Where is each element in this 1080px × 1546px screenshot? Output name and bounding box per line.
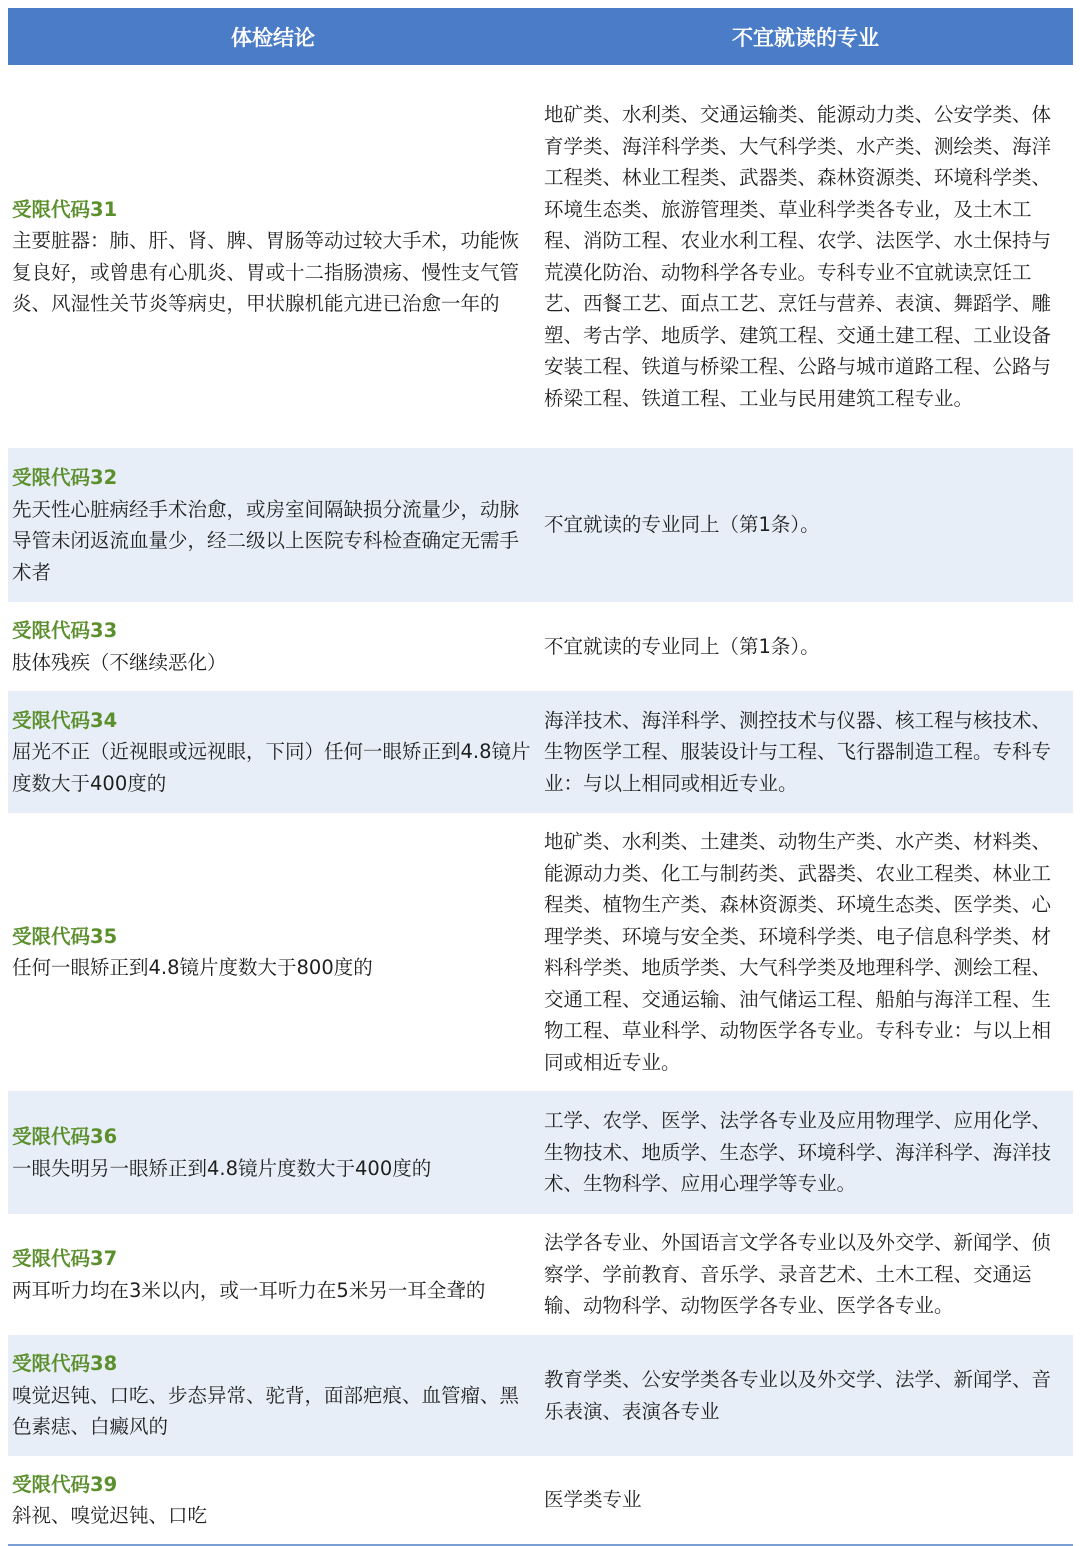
table-row [8,448,1073,602]
condition-text: 肢体残疾（不继续恶化） [12,650,227,674]
conclusion-cell [8,194,538,320]
condition-text: 主要脏器：肺、肝、肾、脾、胃肠等动过较大手术，功能恢复良好，或曾患有心肌炎、胃或十二指肠溃疡、慢性支气管炎、风湿性关节炎等病史，甲状腺机能亢进已治愈一年的 [12,229,520,315]
condition-text: 任何一眼矫正到4.8镜片度数大于800度的 [12,956,373,979]
restriction-code: 受限代码37 [12,1247,118,1270]
conclusion-cell [8,1469,538,1532]
condition-text: 先天性心脏病经手术治愈，或房室间隔缺损分流量少，动脉导管未闭返流血量少，经二级以上医院专科检查确定无需手术者 [12,497,520,584]
majors-cell: 海洋技术、海洋科学、测控技术与仪器、核工程与核技术、生物医学工程、服装设计与工程、飞行器制造工程。专科专业：与以上相同或相近专业。 [544,708,1052,795]
table-row [8,813,1073,1091]
restriction-code: 受限代码33 [12,619,118,642]
conclusion-cell [8,1243,538,1306]
restriction-code: 受限代码32 [12,466,118,489]
majors-cell: 地矿类、水利类、土建类、动物生产类、水产类、材料类、能源动力类、化工与制药类、武器类、农业工程类、林业工程类、植物生产类、森林资源类、环境生态类、医学类、心理学类、环境与安全类、环境科学类、电子信息科学类、材料科学类、地质学类、大气科学类及地理科学、测绘工程、交通工程、交通运输、油气储运工程、船舶与海洋工程、生物工程、草业科学、动物医学各专业。专科专业：与以上相同或相近专业。 [544,830,1052,1074]
condition-text: 屈光不正（近视眼或远视眼，下同）任何一眼矫正到4.8镜片度数大于400度的 [12,740,531,795]
majors-cell: 工学、农学、医学、法学各专业及应用物理学、应用化学、生物技术、地质学、生态学、环境科学、海洋科学、海洋技术、生物科学、应用心理学等专业。 [544,1109,1052,1196]
table-row [8,602,1073,691]
conclusion-cell [8,462,538,588]
restriction-code: 受限代码38 [12,1352,118,1376]
majors-cell: 不宜就读的专业同上（第1条）。 [544,634,820,658]
majors-cell: 教育学类、公安学类各专业以及外交学、法学、新闻学、音乐表演、表演各专业 [544,1368,1052,1423]
restriction-code: 受限代码36 [12,1125,118,1148]
condition-text: 斜视、嗅觉迟钝、口吃 [12,1504,208,1527]
table-row [8,691,1073,813]
condition-text: 一眼失明另一眼矫正到4.8镜片度数大于400度的 [12,1156,432,1180]
restriction-code: 受限代码31 [12,197,118,221]
majors-cell: 医学类专业 [544,1488,642,1512]
majors-cell: 地矿类、水利类、交通运输类、能源动力类、公安学类、体育学类、海洋科学类、大气科学类、水产类、测绘类、海洋工程类、林业工程类、武器类、森林资源类、环境科学类、环境生态类、旅游管理类、草业科学类各专业，及土木工程、消防工程、农业水利工程、农学、法医学、水土保持与荒漠化防治、动物科学各专业。专科专业不宜就读烹饪工艺、西餐工艺、面点工艺、烹饪与营养、表演、舞蹈学、雕塑、考古学、地质学、建筑工程、交通土建工程、工业设备安装工程、铁道与桥梁工程、公路与城市道路工程、公路与桥梁工程、铁道工程、工业与民用建筑工程专业。 [544,103,1052,410]
condition-text: 两耳听力均在3米以内，或一耳听力在5米另一耳全聋的 [12,1278,486,1302]
conclusion-cell [8,615,538,678]
conclusion-cell [8,921,538,984]
conclusion-cell [8,1348,538,1443]
majors-cell: 法学各专业、外国语言文学各专业以及外交学、新闻学、侦察学、学前教育、音乐学、录音艺术、土木工程、交通运输、动物科学、动物医学各专业、医学各专业。 [544,1231,1052,1318]
condition-text: 嗅觉迟钝、口吃、步态异常、驼背，面部疤痕、血管瘤、黑色素痣、白癜风的 [12,1383,520,1439]
restriction-table [8,8,1073,1546]
majors-cell: 不宜就读的专业同上（第1条）。 [544,513,820,537]
table-row [8,1091,1073,1214]
table-row [8,1456,1073,1544]
conclusion-cell [8,705,538,800]
conclusion-cell [8,1121,538,1184]
header-exam-conclusion: 体检结论 [231,25,315,50]
header-unsuitable-majors: 不宜就读的专业 [732,25,879,50]
restriction-code: 受限代码34 [12,708,118,732]
table-row [8,1335,1073,1456]
restriction-code: 受限代码39 [12,1472,118,1496]
table-row [8,65,1073,448]
table-header [8,8,1073,65]
table-row [8,1214,1073,1335]
restriction-code: 受限代码35 [12,924,118,948]
